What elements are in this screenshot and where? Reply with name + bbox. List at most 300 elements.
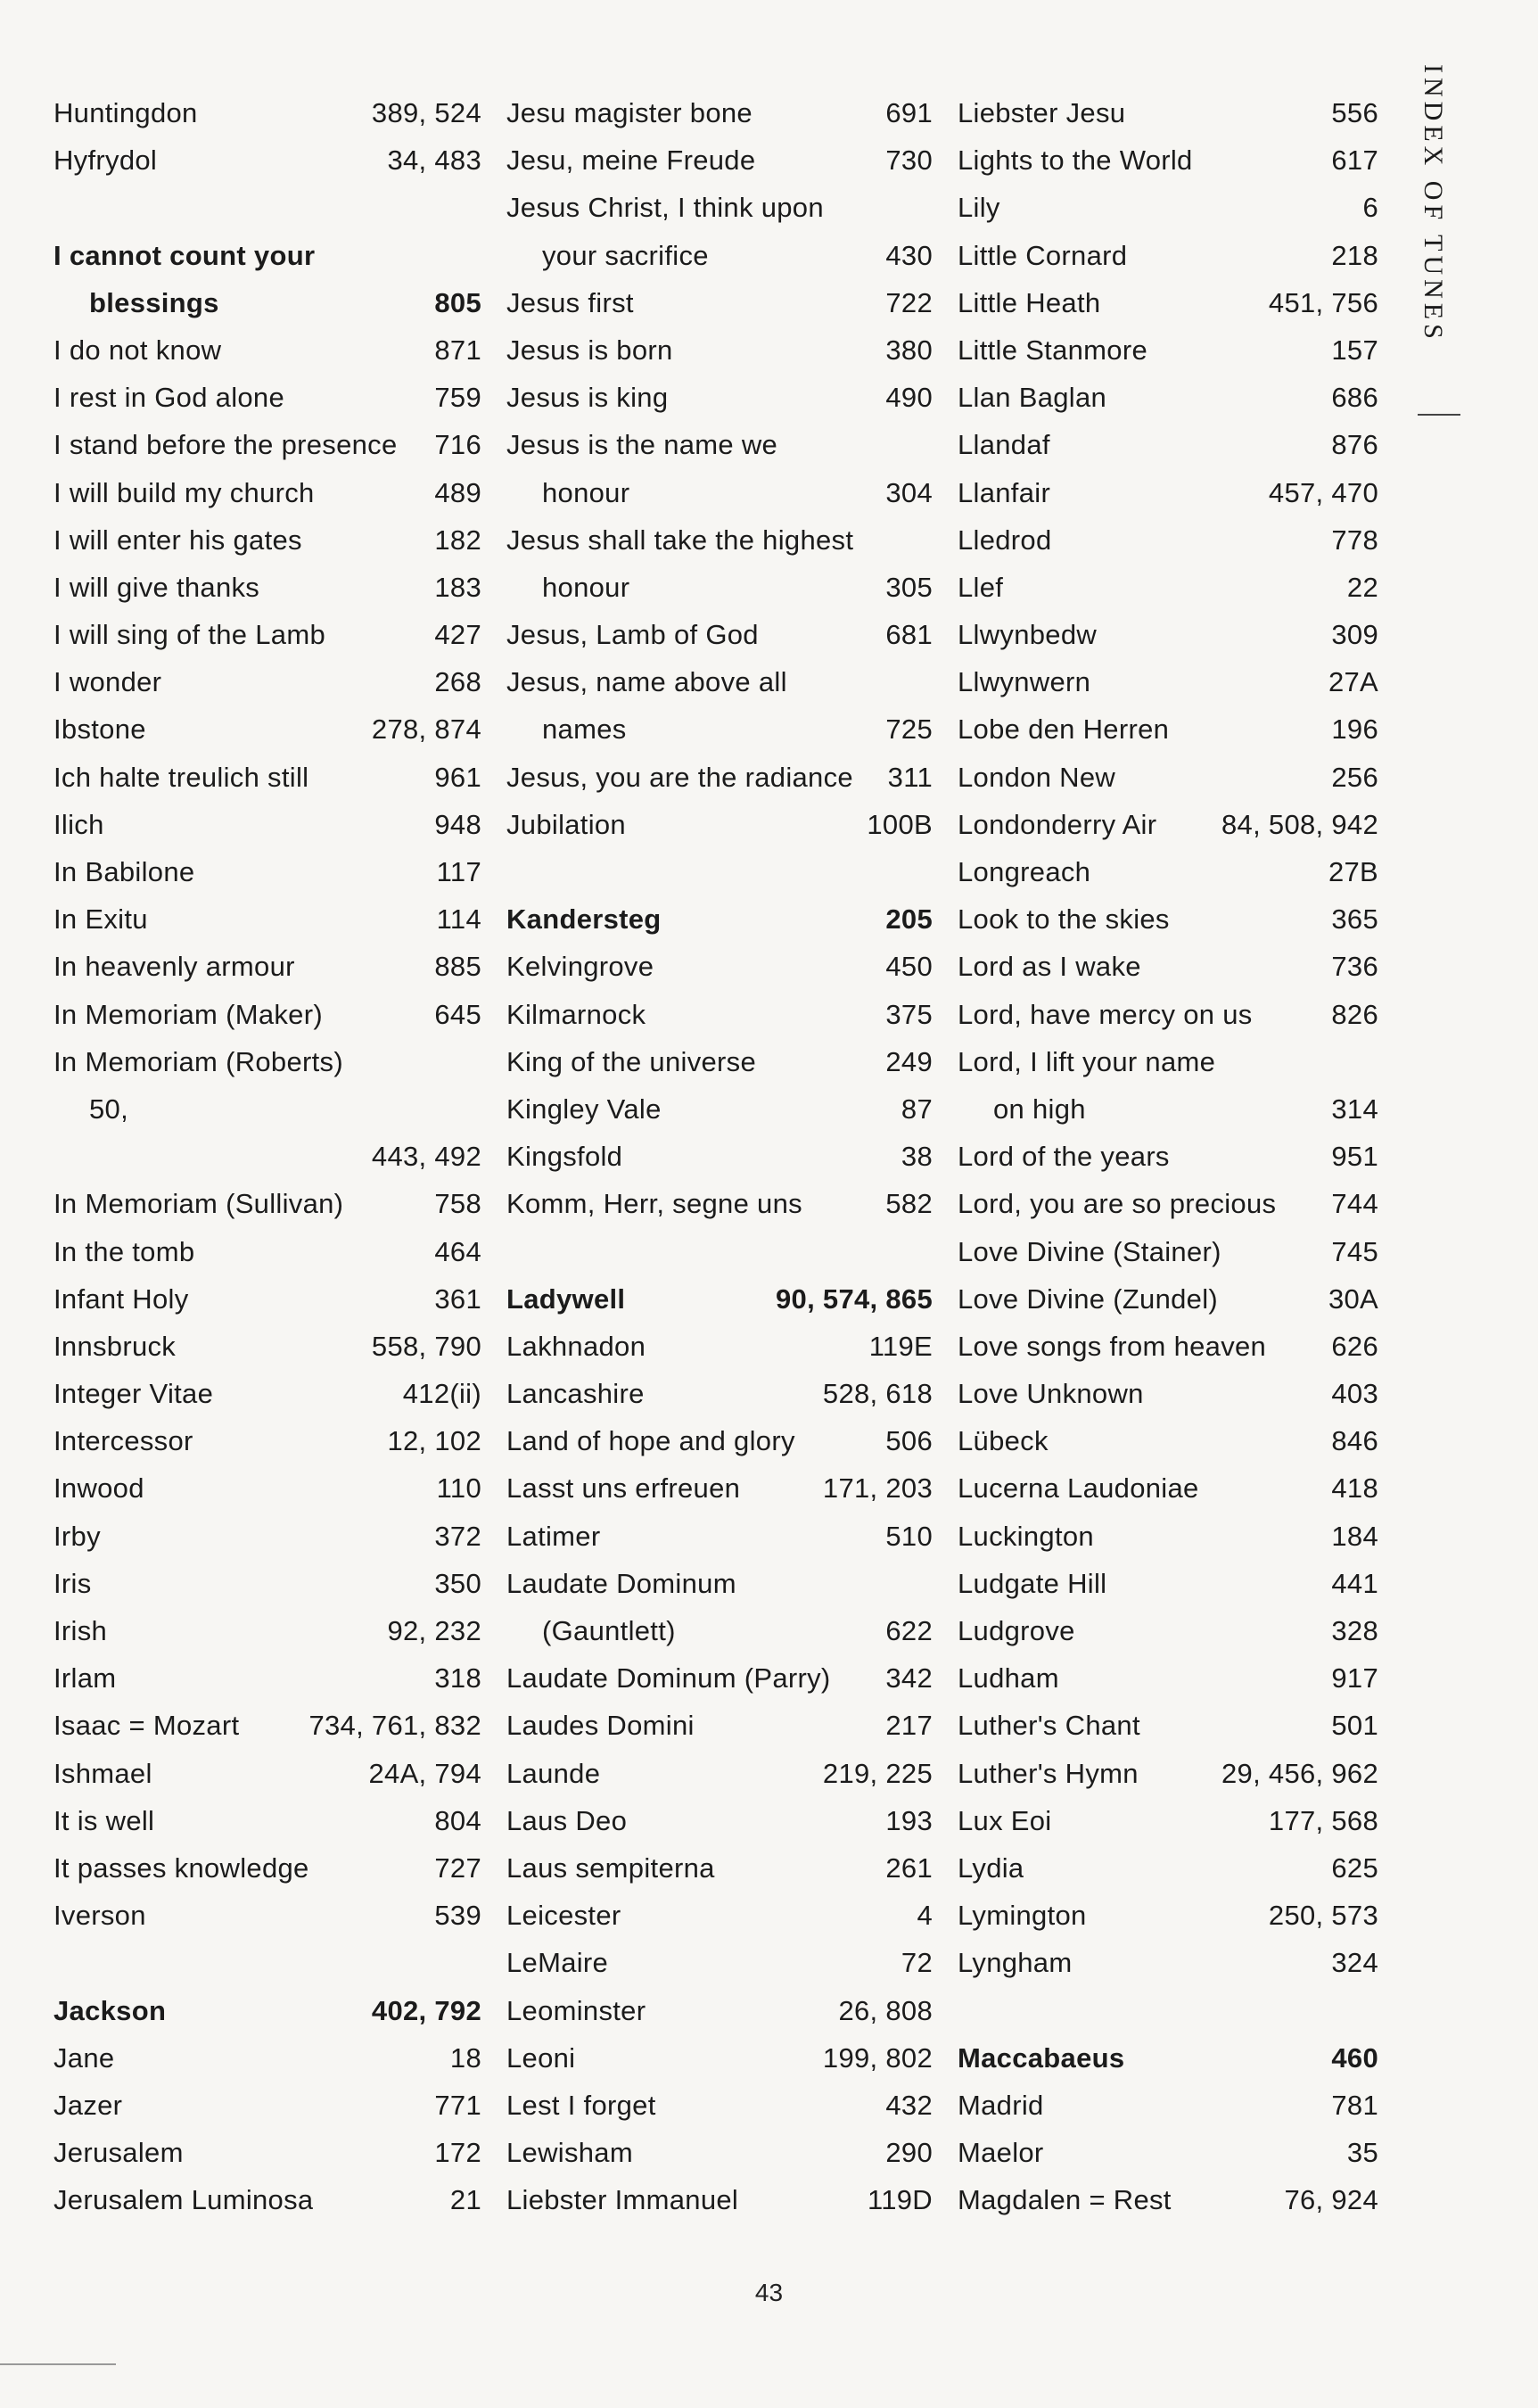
hymn-numbers: 30A [1328,1282,1378,1315]
hymn-numbers: 510 [885,1520,933,1552]
tune-name: Llwynwern [958,666,1091,698]
hymn-numbers: 451, 756 [1268,286,1378,318]
tune-name: London New [958,761,1116,793]
tune-name: I will enter his gates [53,524,302,556]
tune-name: Kingley Vale [506,1093,662,1125]
tune-name: Laus sempiterna [506,1851,715,1884]
index-entry [506,89,933,136]
hymn-numbers: 193 [885,1804,933,1836]
hymn-numbers: 582 [885,1188,933,1220]
tune-name: Luther's Chant [958,1710,1140,1742]
hymn-numbers: 261 [885,1851,933,1884]
tune-name: Jesus shall take the highest [506,524,854,556]
hymn-numbers: 558, 790 [371,1330,481,1362]
hymn-numbers: 826 [1331,998,1378,1030]
tune-name: Luckington [958,1520,1094,1552]
index-entry [506,1750,933,1797]
tune-name: Leoni [506,2041,576,2074]
index-entry [506,1797,933,1844]
tune-name: In the tomb [53,1235,195,1267]
tune-name: Lydia [958,1851,1024,1884]
tune-name: Jerusalem Luminosa [53,2184,314,2216]
tune-name: Luther's Hymn [958,1757,1139,1789]
hymn-numbers: 686 [1331,382,1378,414]
index-entry [53,469,481,516]
index-entry [53,564,481,611]
tune-name: Ludham [958,1662,1059,1695]
tune-name: Magdalen = Rest [958,2184,1172,2216]
index-entry [506,991,933,1038]
tune-name: Lakhnadon [506,1330,646,1362]
index-column-2 [506,89,933,2223]
index-entry [506,1892,933,1939]
index-entry [506,1654,933,1702]
hymn-numbers: 84, 508, 942 [1221,808,1378,840]
index-entry [53,1133,481,1180]
section-title: INDEX OF TUNES [1419,64,1448,343]
index-entry [506,611,933,658]
index-entry [506,943,933,990]
tune-name: Little Heath [958,286,1101,318]
index-entry [506,279,933,326]
tune-name: Llanfair [958,476,1051,508]
hymn-numbers: 183 [434,571,481,603]
hymn-numbers: 691 [885,97,933,128]
hymn-numbers: 725 [885,713,933,746]
index-entry [53,89,481,136]
hymn-numbers: 716 [434,429,481,461]
index-entry [958,232,1378,279]
hymn-numbers: 311 [887,761,933,793]
tune-name: I will sing of the Lamb [53,619,325,651]
tune-name: Jerusalem [53,2137,184,2169]
index-entry [506,1702,933,1749]
index-entry [506,1323,933,1370]
tune-name: Jesus is the name we [506,429,778,461]
index-entry [53,1038,481,1085]
tune-name: Hyfrydol [53,144,158,177]
hymn-numbers: 199, 802 [822,2041,933,2074]
tune-name: Jesus first [506,286,634,318]
tune-name: Laudate Dominum [506,1567,736,1599]
index-entry [506,326,933,374]
hymn-numbers: 87 [901,1093,933,1125]
index-entry [506,1607,933,1654]
hymn-numbers: 846 [1331,1425,1378,1457]
tune-name: Jesu magister bone [506,97,753,128]
hymn-numbers: 12, 102 [387,1425,481,1457]
hymn-numbers: 34, 483 [387,144,481,177]
index-entry [958,848,1378,895]
tune-name: Lledrod [958,524,1052,556]
index-entry [53,1654,481,1702]
tune-name: Lübeck [958,1425,1049,1457]
hymn-numbers: 805 [434,286,481,318]
hymn-numbers: 380 [885,334,933,366]
index-entry [53,705,481,753]
index-entry [53,184,481,231]
tune-name: Infant Holy [53,1282,189,1315]
tune-name: In Memoriam (Sullivan) [53,1188,344,1220]
tune-name: Intercessor [53,1425,193,1457]
index-entry [53,754,481,801]
hymn-numbers: 114 [436,903,481,936]
hymn-numbers: 249 [885,1045,933,1077]
tune-name: Laudes Domini [506,1710,695,1742]
tune-name: In Memoriam (Roberts) [53,1045,343,1077]
index-entry [53,1987,481,2034]
index-entry [53,848,481,895]
index-entry [53,1844,481,1892]
tune-name: Ludgrove [958,1615,1075,1646]
hymn-numbers: 781 [1331,2089,1378,2121]
index-entry [958,2082,1378,2129]
hymn-numbers: 626 [1331,1330,1378,1362]
index-entry [958,1939,1378,1986]
hymn-numbers: 430 [885,239,933,271]
index-entry [506,1844,933,1892]
index-entry [506,1987,933,2034]
index-entry [53,374,481,421]
tune-name: I cannot count your [53,239,316,271]
tune-name: Maccabaeus [958,2041,1125,2074]
hymn-numbers: 501 [1331,1710,1378,1742]
tune-name: Lights to the World [958,144,1193,177]
index-entry [506,754,933,801]
bottom-rule [0,2363,116,2365]
hymn-numbers: 72 [901,1947,933,1979]
index-entry [958,1654,1378,1702]
hymn-numbers: 645 [434,998,481,1030]
index-entry [958,895,1378,943]
hymn-numbers: 290 [885,2137,933,2169]
hymn-numbers [474,1939,481,1986]
index-entry [53,1370,481,1417]
hymn-numbers: 804 [434,1804,481,1836]
index-entry [958,1797,1378,1844]
tune-name: Jackson [53,1994,167,2026]
tune-name: Llandaf [958,429,1050,461]
index-column-1 [53,89,481,2223]
tune-name: your sacrifice [542,239,709,271]
index-entry [958,184,1378,231]
hymn-numbers: 617 [1331,144,1378,177]
hymn-numbers: 110 [436,1472,481,1505]
tune-name: Ludgate Hill [958,1567,1107,1599]
hymn-numbers: 427 [434,619,481,651]
index-entry [53,1750,481,1797]
hymn-numbers: 256 [1331,761,1378,793]
hymn-numbers: 464 [434,1235,481,1267]
index-entry [506,895,933,943]
hymn-numbers: 736 [1331,951,1378,983]
index-entry [53,1323,481,1370]
page-number: 43 [754,2279,784,2306]
index-entry [958,564,1378,611]
hymn-numbers: 6 [1362,192,1378,224]
tune-name: Lasst uns erfreuen [506,1472,741,1505]
tune-name: Irish [53,1615,108,1646]
index-entry [53,1180,481,1227]
hymn-numbers [925,1560,933,1607]
index-column-3 [958,89,1378,2223]
hymn-numbers: 402, 792 [371,1994,481,2026]
index-entry [53,1892,481,1939]
hymn-numbers: 117 [436,856,481,887]
hymn-numbers: 172 [434,2137,481,2169]
hymn-numbers: 365 [1331,903,1378,936]
tune-name: Longreach [958,856,1091,887]
hymn-numbers [925,184,933,231]
index-entry [506,374,933,421]
tune-name: Jubilation [506,808,626,840]
tune-name: Ibstone [53,713,146,746]
index-entry [506,1133,933,1180]
index-entry [53,1464,481,1512]
hymn-numbers [474,184,481,231]
tune-name: Launde [506,1757,601,1789]
index-entry [506,1939,933,1986]
tune-name: King of the universe [506,1045,757,1077]
tune-name: Integer Vitae [53,1378,214,1410]
tune-name: Jesus Christ, I think upon [506,192,824,224]
tune-name: In Babilone [53,856,195,887]
hymn-numbers: 460 [1331,2041,1378,2074]
tune-name: Ishmael [53,1757,152,1789]
hymn-numbers: 361 [434,1282,481,1315]
hymn-numbers: 171, 203 [822,1472,933,1505]
tune-name: Little Stanmore [958,334,1147,366]
index-entry [53,516,481,564]
tune-name: Land of hope and glory [506,1425,795,1457]
tune-name: Kilmarnock [506,998,646,1030]
tune-name: Lord as I wake [958,951,1141,983]
tune-name: I stand before the presence [53,429,398,461]
index-entry [958,1560,1378,1607]
tune-name: I will give thanks [53,571,260,603]
index-entry [958,2129,1378,2176]
hymn-numbers: 745 [1331,1235,1378,1267]
hymn-numbers: 758 [434,1188,481,1220]
hymn-numbers: 961 [434,761,481,793]
hymn-numbers: 27A [1328,666,1378,698]
hymn-numbers: 29, 456, 962 [1221,1757,1378,1789]
index-entry [506,1513,933,1560]
hymn-numbers: 100B [867,808,933,840]
index-entry [506,136,933,184]
tune-name: Huntingdon [53,97,198,128]
index-entry [958,1323,1378,1370]
tune-name: I wonder [53,666,162,698]
hymn-numbers: 157 [1331,334,1378,366]
index-entry [53,2034,481,2082]
tune-name: honour [542,571,630,603]
hymn-numbers: 556 [1331,97,1378,128]
tune-name: Maelor [958,2137,1044,2169]
tune-name: Ladywell [506,1282,626,1315]
hymn-numbers [925,1228,933,1275]
hymn-numbers: 528, 618 [822,1378,933,1410]
index-entry [958,89,1378,136]
index-entry [506,1228,933,1275]
hymn-numbers: 278, 874 [371,713,481,746]
index-entry [506,1180,933,1227]
hymn-numbers [925,516,933,564]
index-entry [506,1085,933,1133]
tune-name: Liebster Jesu [958,97,1126,128]
tune-name: Jesus, you are the radiance [506,761,853,793]
index-entry [506,1370,933,1417]
tune-name: Love Divine (Zundel) [958,1282,1219,1315]
index-entry [53,801,481,848]
hymn-numbers: 35 [1346,2137,1378,2169]
index-entry [958,1987,1378,2034]
hymn-numbers [474,1038,481,1085]
tune-name: Lyngham [958,1947,1073,1979]
hymn-numbers: 309 [1331,619,1378,651]
tune-name: Latimer [506,1520,601,1552]
index-entry [958,1133,1378,1180]
hymn-numbers: 24A, 794 [368,1757,481,1789]
index-entry [53,279,481,326]
hymn-numbers: 305 [885,571,933,603]
tune-name: Jazer [53,2089,123,2121]
index-entry [53,895,481,943]
tune-name: Ich halte treulich still [53,761,309,793]
hymn-numbers: 314 [1331,1093,1378,1125]
index-entry [53,1607,481,1654]
hymn-numbers: 328 [1331,1615,1378,1646]
tune-name: Kelvingrove [506,951,654,983]
hymn-numbers: 443, 492 [371,1141,481,1173]
index-entry [506,801,933,848]
hymn-numbers: 681 [885,619,933,651]
hymn-numbers: 734, 761, 832 [308,1710,481,1742]
index-entry [958,1702,1378,1749]
hymn-numbers: 951 [1331,1141,1378,1173]
tune-name: Komm, Herr, segne uns [506,1188,802,1220]
hymn-numbers [1371,1987,1378,2034]
index-entry [53,1513,481,1560]
tune-name: I do not know [53,334,222,366]
tune-name: Lord of the years [958,1141,1170,1173]
index-entry [506,1275,933,1323]
index-entry [53,1275,481,1323]
index-entry [958,754,1378,801]
hymn-numbers: 490 [885,382,933,414]
tune-name: It is well [53,1804,155,1836]
hymn-numbers: 26, 808 [838,1994,933,2026]
tune-name: Londonderry Air [958,808,1157,840]
index-entry [506,2034,933,2082]
index-entry [958,279,1378,326]
index-entry [53,1560,481,1607]
tune-name: Jesus, Lamb of God [506,619,759,651]
hymn-numbers: 217 [885,1710,933,1742]
index-entry [53,1417,481,1464]
hymn-numbers: 622 [885,1615,933,1646]
hymn-numbers [925,658,933,705]
index-entry [958,1370,1378,1417]
hymn-numbers: 948 [434,808,481,840]
tune-name: I will build my church [53,476,315,508]
hymn-numbers: 342 [885,1662,933,1695]
index-entry [53,326,481,374]
tune-name: Leicester [506,1900,621,1932]
hymn-numbers: 389, 524 [371,97,481,128]
index-entry [958,1607,1378,1654]
index-entry [506,421,933,468]
hymn-numbers: 196 [1331,713,1378,746]
index-entry [53,421,481,468]
hymn-numbers: 778 [1331,524,1378,556]
hymn-numbers: 177, 568 [1268,1804,1378,1836]
tune-name: Llef [958,571,1004,603]
hymn-numbers [925,421,933,468]
tune-name: Jesus is born [506,334,673,366]
index-entry [958,1513,1378,1560]
index-entry [506,469,933,516]
hymn-numbers [1371,1038,1378,1085]
tune-name: Jesu, meine Freude [506,144,756,177]
tune-name: Love songs from heaven [958,1330,1267,1362]
index-entry [506,705,933,753]
hymn-numbers: 375 [885,998,933,1030]
index-entry [958,1275,1378,1323]
index-entry [53,136,481,184]
hymn-numbers: 727 [434,1851,481,1884]
tune-name: In heavenly armour [53,951,295,983]
index-entry [958,1464,1378,1512]
index-entry [53,658,481,705]
tune-name: Jesus, name above all [506,666,787,698]
tune-name: Inwood [53,1472,144,1505]
index-entry [958,421,1378,468]
hymn-numbers: 885 [434,951,481,983]
index-entry [506,516,933,564]
index-entry [958,801,1378,848]
index-entry [958,1892,1378,1939]
hymn-numbers: 27B [1328,856,1378,887]
tune-name: Little Cornard [958,239,1128,271]
index-entry [506,2176,933,2223]
hymn-numbers: 76, 924 [1284,2184,1378,2216]
index-entry [958,1085,1378,1133]
tune-name: Llwynbedw [958,619,1098,651]
hymn-numbers [925,848,933,895]
hymn-numbers: 92, 232 [387,1615,481,1646]
tune-name: Lobe den Herren [958,713,1170,746]
hymn-numbers: 418 [1331,1472,1378,1505]
hymn-numbers: 917 [1331,1662,1378,1695]
tune-name: Llan Baglan [958,382,1107,414]
tune-name: Iris [53,1567,92,1599]
hymn-numbers: 90, 574, 865 [776,1282,933,1315]
index-entry [53,232,481,279]
index-entry [958,326,1378,374]
hymn-numbers: 625 [1331,1851,1378,1884]
index-entry [53,2082,481,2129]
index-entry [506,848,933,895]
tune-name: Irlam [53,1662,117,1695]
index-entry [958,469,1378,516]
index-entry [958,991,1378,1038]
tune-name: Lord, I lift your name [958,1045,1216,1077]
hymn-numbers: 441 [1331,1567,1378,1599]
hymn-numbers: 304 [885,476,933,508]
index-entry [506,2082,933,2129]
hymn-numbers: 722 [885,286,933,318]
